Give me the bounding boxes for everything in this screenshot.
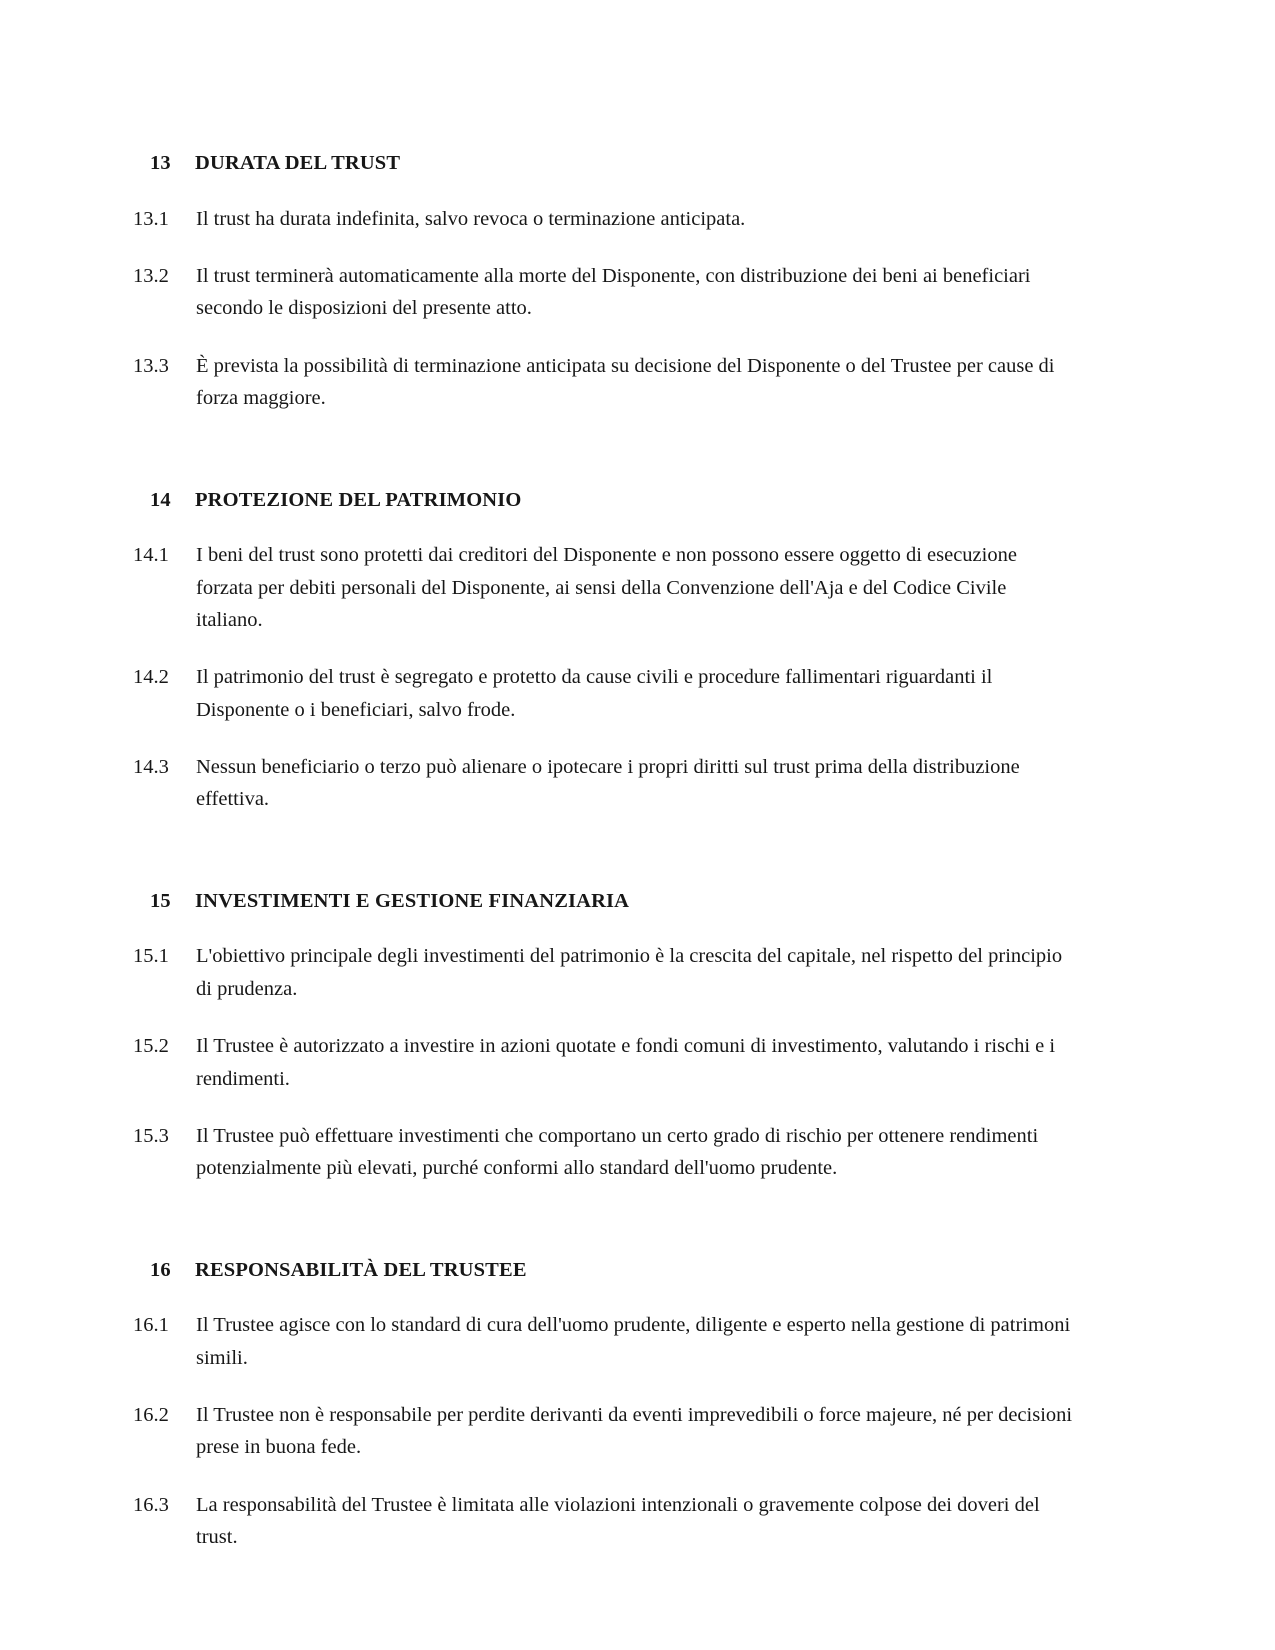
subclause-text: Il Trustee agisce con lo standard di cura dell'uomo prudente, diligente e esperto nella gestione di patrimoni simili. xyxy=(196,1314,1071,1369)
subclause-number: 15.2 xyxy=(133,1035,169,1058)
clause-number: 15 xyxy=(150,889,171,912)
clause-title: DURATA DEL TRUST xyxy=(195,152,401,174)
subclause-number: 15.3 xyxy=(133,1124,169,1147)
subclause-text: È prevista la possibilità di terminazione anticipata su decisione del Disponente o del Trustee per cause di forza maggiore. xyxy=(196,354,1055,410)
document-body xyxy=(133,150,1073,1554)
subclause-text: Il trust terminerà automaticamente alla morte del Disponente, con distribuzione dei beni ai beneficiari secondo le disposizioni del presente atto. xyxy=(196,265,1031,320)
subclause-number: 13.3 xyxy=(133,354,169,377)
subclause-number: 13.1 xyxy=(133,207,169,230)
subclause-number: 15.1 xyxy=(133,945,169,968)
subclause-number: 14.3 xyxy=(133,756,169,779)
subclause xyxy=(133,661,1073,726)
subclause xyxy=(133,1399,1073,1464)
subclause xyxy=(133,350,1073,415)
subclause-number: 16.3 xyxy=(133,1493,169,1516)
subclause-text: Il patrimonio del trust è segregato e protetto da cause civili e procedure fallimentari riguardanti il Disponente o i beneficiari, salvo frode. xyxy=(196,666,993,721)
clause-number: 14 xyxy=(150,488,171,511)
clause-section xyxy=(133,487,1073,816)
subclause-text: Il trust ha durata indefinita, salvo revoca o terminazione anticipata. xyxy=(196,207,746,230)
subclause-number: 16.2 xyxy=(133,1404,169,1427)
subclause xyxy=(133,260,1073,325)
subclause-text: I beni del trust sono protetti dai creditori del Disponente e non possono essere oggetto di esecuzione forzata per debiti personali del Disponente, ai sensi della Convenzione dell'Aja e del Codice Civile italiano. xyxy=(196,544,1017,631)
clause-title: RESPONSABILITÀ DEL TRUSTEE xyxy=(195,1258,527,1281)
clause-section xyxy=(133,150,1073,415)
subclause-text: Il Trustee non è responsabile per perdite derivanti da eventi imprevedibili o force majeure, né per decisioni prese in buona fede. xyxy=(196,1404,1073,1459)
clause-title: INVESTIMENTI E GESTIONE FINANZIARIA xyxy=(195,889,630,912)
subclause xyxy=(133,1309,1073,1374)
clause-heading xyxy=(133,150,1073,177)
clause-title: PROTEZIONE DEL PATRIMONIO xyxy=(195,488,522,511)
subclause-text: Nessun beneficiario o terzo può alienare o ipotecare i propri diritti sul trust prima della distribuzione effettiva. xyxy=(196,756,1020,811)
subclause xyxy=(133,1489,1073,1554)
clause-number: 13 xyxy=(150,152,171,174)
subclause xyxy=(133,1120,1073,1185)
subclause xyxy=(133,1030,1073,1095)
subclause xyxy=(133,751,1073,816)
clause-number: 16 xyxy=(150,1258,171,1281)
clause-section xyxy=(133,1257,1073,1554)
subclause-number: 14.2 xyxy=(133,666,169,689)
subclause-text: Il Trustee è autorizzato a investire in azioni quotate e fondi comuni di investimento, valutando i rischi e i rendimenti. xyxy=(196,1035,1056,1090)
subclause-number: 13.2 xyxy=(133,265,169,288)
clause-heading xyxy=(133,888,1073,915)
subclause xyxy=(133,203,1073,235)
subclause-number: 14.1 xyxy=(133,544,169,567)
subclause-text: La responsabilità del Trustee è limitata alle violazioni intenzionali o gravemente colpose dei doveri del trust. xyxy=(196,1493,1040,1549)
clause-heading xyxy=(133,487,1073,514)
subclause xyxy=(133,539,1073,636)
clause-section xyxy=(133,888,1073,1185)
subclause xyxy=(133,940,1073,1005)
subclause-text: Il Trustee può effettuare investimenti che comportano un certo grado di rischio per ottenere rendimenti potenzialmente più elevati, purché conformi allo standard dell'uomo prudente. xyxy=(196,1124,1039,1180)
subclause-text: L'obiettivo principale degli investimenti del patrimonio è la crescita del capitale, nel rispetto del principio di prudenza. xyxy=(196,945,1063,1000)
subclause-number: 16.1 xyxy=(133,1314,169,1337)
clause-heading xyxy=(133,1257,1073,1284)
